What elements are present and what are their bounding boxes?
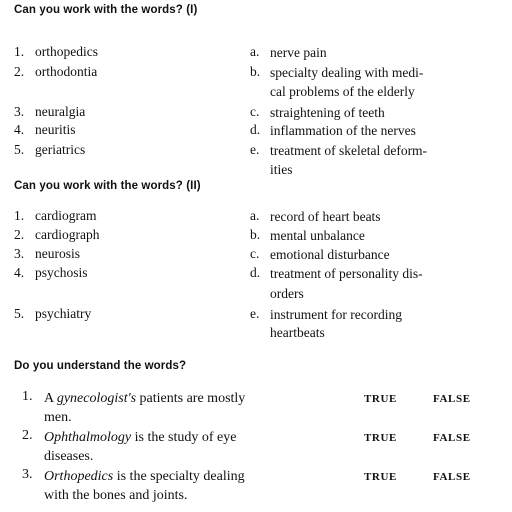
definition-letter: a. <box>250 44 260 59</box>
term-number: 5. <box>14 306 25 321</box>
definition-letter: b. <box>250 64 261 79</box>
question-number: 3. <box>22 467 33 482</box>
question-text <box>44 389 304 408</box>
section-1-heading: Can you work with the words? (I) <box>14 4 198 16</box>
definition-line: orders <box>270 286 304 301</box>
question-text-line: diseases. <box>44 449 94 464</box>
term: neuritis <box>35 122 76 137</box>
definition-letter: e. <box>250 142 260 157</box>
definition-letter: d. <box>250 265 261 280</box>
definition-letter: d. <box>250 122 261 137</box>
question-text-line: men. <box>44 410 72 425</box>
term-number: 3. <box>14 246 25 261</box>
definition-letter: a. <box>250 208 260 223</box>
false-option[interactable]: FALSE <box>433 432 471 444</box>
question-text-suffix: is the study of eye <box>131 430 237 445</box>
term: geriatrics <box>35 142 86 157</box>
definition: nerve pain <box>270 45 327 60</box>
definition-line: treatment of personality dis- <box>270 266 423 281</box>
definition-letter: c. <box>250 246 260 261</box>
question-text-line: with the bones and joints. <box>44 488 188 503</box>
false-option[interactable]: FALSE <box>433 471 471 483</box>
question-number: 1. <box>22 389 33 404</box>
definition-line: heartbeats <box>270 325 325 340</box>
question-text-suffix: patients are mostly <box>136 391 246 406</box>
term-number: 2. <box>14 64 25 79</box>
term: neurosis <box>35 246 80 261</box>
definition-letter: e. <box>250 306 260 321</box>
question-text-suffix: is the specialty dealing <box>113 469 245 484</box>
definition: record of heart beats <box>270 209 381 224</box>
question-number: 2. <box>22 428 33 443</box>
definition: straightening of teeth <box>270 105 385 120</box>
question-text <box>44 428 304 447</box>
term: cardiogram <box>35 208 97 223</box>
question-term: Orthopedics <box>44 469 114 484</box>
definition-line: cal problems of the elderly <box>270 84 415 99</box>
definition: inflammation of the nerves <box>270 123 416 138</box>
term: psychiatry <box>35 306 92 321</box>
section-3-heading: Do you understand the words? <box>14 360 187 372</box>
true-option[interactable]: TRUE <box>364 393 397 405</box>
definition-line: instrument for recording <box>270 307 402 322</box>
definition-line: treatment of skeletal deform- <box>270 143 428 158</box>
definition: mental unbalance <box>270 228 365 243</box>
question-text-prefix: A <box>44 391 57 406</box>
term-number: 1. <box>14 208 25 223</box>
definition: emotional disturbance <box>270 247 390 262</box>
term: orthodontia <box>35 64 98 79</box>
definition-letter: b. <box>250 227 261 242</box>
true-option[interactable]: TRUE <box>364 432 397 444</box>
true-option[interactable]: TRUE <box>364 471 397 483</box>
term-number: 4. <box>14 122 25 137</box>
section-2-heading: Can you work with the words? (II) <box>14 180 201 192</box>
term-number: 5. <box>14 142 25 157</box>
term: neuralgia <box>35 104 86 119</box>
term: cardiograph <box>35 227 100 242</box>
term: orthopedics <box>35 44 98 59</box>
question-term: Ophthalmology <box>44 430 132 445</box>
term-number: 3. <box>14 104 25 119</box>
definition-line: specialty dealing with medi- <box>270 65 424 80</box>
term-number: 2. <box>14 227 25 242</box>
question-text <box>44 467 304 486</box>
term-number: 1. <box>14 44 25 59</box>
question-term: gynecologist's <box>56 391 137 406</box>
definition-letter: c. <box>250 104 260 119</box>
term-number: 4. <box>14 265 25 280</box>
term: psychosis <box>35 265 88 280</box>
definition-line: ities <box>270 162 293 177</box>
false-option[interactable]: FALSE <box>433 393 471 405</box>
